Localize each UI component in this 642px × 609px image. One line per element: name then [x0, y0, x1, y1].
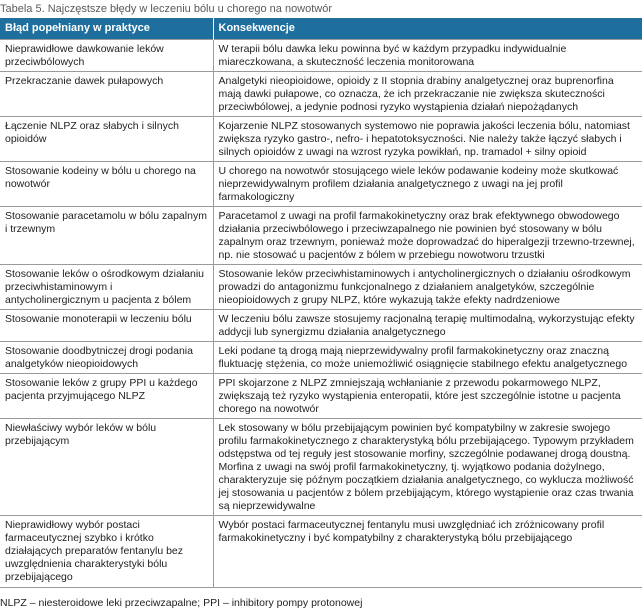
table-row	[0, 342, 642, 374]
consequence-cell: Lek stosowany w bólu przebijającym powinien być kompatybilny w zakresie swojego profilu farmakokinetycznego z charakterystyką bólu przebijającego. Typowym przykładem odstępstwa od tej reguły jest stosowanie morfiny, szczególnie podawanej drogą doustną. Morfina z uwagi na swój profil farmakokinetyczny, tj. wyjątkowo podania dożylnego, charakteryzuje się późnym początkiem działania analgetycznego, co wyklucza możliwość jej stosowania u pacjentów z bólem przebijającym, którego wystąpienie oraz czas trwania są nieprzewidywalne	[213, 419, 642, 516]
consequence-cell: Paracetamol z uwagi na profil farmakokinetyczny oraz brak efektywnego obwodowego działania przeciwbólowego i przeciwzapalnego nie powinien być stosowany w bólu zapalnym oraz trzewnym, ponieważ może doprowadzać do hiperalgezji trzewno-trzewnej, np. nie stosować u pacjentów z bólem w przebiegu nowotworu trzustki	[213, 207, 642, 265]
consequence-cell: Stosowanie leków przeciwhistaminowych i antycholinergicznych o działaniu ośrodkowym prowadzi do antagonizmu funkcjonalnego z działaniem analgetyków, szczególnie nieopioidowych z grupy NLPZ, które wykazują także efekty nadrdzeniowe	[213, 265, 642, 310]
error-cell: Stosowanie doodbytniczej drogi podania analgetyków nieopioidowych	[0, 342, 213, 374]
table-row	[0, 516, 642, 588]
table-row	[0, 310, 642, 342]
consequence-cell: W terapii bólu dawka leku powinna być w każdym przypadku indywidualnie miareczkowana, a skuteczność leczenia monitorowana	[213, 40, 642, 72]
table-row	[0, 117, 642, 162]
consequence-cell: Wybór postaci farmaceutycznej fentanylu musi uwzględniać ich zróżnicowany profil farmakokinetyczny i być kompatybilny z charakterystyką bólu przebijającego	[213, 516, 642, 588]
errors-table	[0, 18, 642, 588]
table-header-row	[0, 18, 642, 40]
error-cell: Stosowanie kodeiny w bólu u chorego na nowotwór	[0, 162, 213, 207]
column-header-consequence: Konsekwencje	[213, 18, 642, 40]
table-row	[0, 265, 642, 310]
error-cell: Stosowanie paracetamolu w bólu zapalnym i trzewnym	[0, 207, 213, 265]
error-cell: Niewłaściwy wybór leków w bólu przebijającym	[0, 419, 213, 516]
error-cell: Przekraczanie dawek pułapowych	[0, 72, 213, 117]
table-row	[0, 72, 642, 117]
error-cell: Stosowanie leków z grupy PPI u każdego pacjenta przyjmującego NLPZ	[0, 374, 213, 419]
error-cell: Stosowanie leków o ośrodkowym działaniu przeciwhistaminowym i antycholinergicznym u pacjenta z bólem	[0, 265, 213, 310]
consequence-cell: PPI skojarzone z NLPZ zmniejszają wchłanianie z przewodu pokarmowego NLPZ, zwiększają też ryzyko wystąpienia enteropatii, które jest szczególnie istotne u pacjenta chorego na nowotwór	[213, 374, 642, 419]
table-footnote: NLPZ – niesteroidowe leki przeciwzapalne; PPI – inhibitory pompy protonowej	[0, 597, 363, 609]
table-row	[0, 162, 642, 207]
table-row	[0, 419, 642, 516]
table-caption: Tabela 5. Najczęstsze błędy w leczeniu bólu u chorego na nowotwór	[0, 3, 333, 15]
error-cell: Łączenie NLPZ oraz słabych i silnych opioidów	[0, 117, 213, 162]
consequence-cell: W leczeniu bólu zawsze stosujemy racjonalną terapię multimodalną, wykorzystując efekty addycji lub synergizmu działania analgetycznego	[213, 310, 642, 342]
table-row	[0, 374, 642, 419]
error-cell: Nieprawidłowe dawkowanie leków przeciwbólowych	[0, 40, 213, 72]
consequence-cell: U chorego na nowotwór stosującego wiele leków podawanie kodeiny może skutkować nieprzewidywalnym profilem działania analgetycznego z uwagi na jej profil farmakologiczny	[213, 162, 642, 207]
error-cell: Nieprawidłowy wybór postaci farmaceutycznej szybko i krótko działających preparatów fentanylu bez uwzględnienia charakterystyki bólu przebijającego	[0, 516, 213, 588]
column-header-error: Błąd popełniany w praktyce	[0, 18, 213, 40]
consequence-cell: Kojarzenie NLPZ stosowanych systemowo nie poprawia jakości leczenia bólu, natomiast zwiększa ryzyko gastro-, nefro- i hepatotoksyczności. Nie należy także łączyć słabych i silnych opioidów z uwagi na wzrost ryzyka powikłań, np. tramadol + silny opioid	[213, 117, 642, 162]
table-row	[0, 207, 642, 265]
consequence-cell: Leki podane tą drogą mają nieprzewidywalny profil farmakokinetyczny oraz znaczną fluktuację stężenia, co może uniemożliwić osiągnięcie stabilnego efektu analgetycznego	[213, 342, 642, 374]
table-row	[0, 40, 642, 72]
error-cell: Stosowanie monoterapii w leczeniu bólu	[0, 310, 213, 342]
consequence-cell: Analgetyki nieopioidowe, opioidy z II stopnia drabiny analgetycznej oraz buprenorfina mają dawki pułapowe, co oznacza, że ich przekraczanie nie zwiększa skuteczności przeciwbólowej, a jedynie podnosi ryzyko wystąpienia działań niepożądanych	[213, 72, 642, 117]
